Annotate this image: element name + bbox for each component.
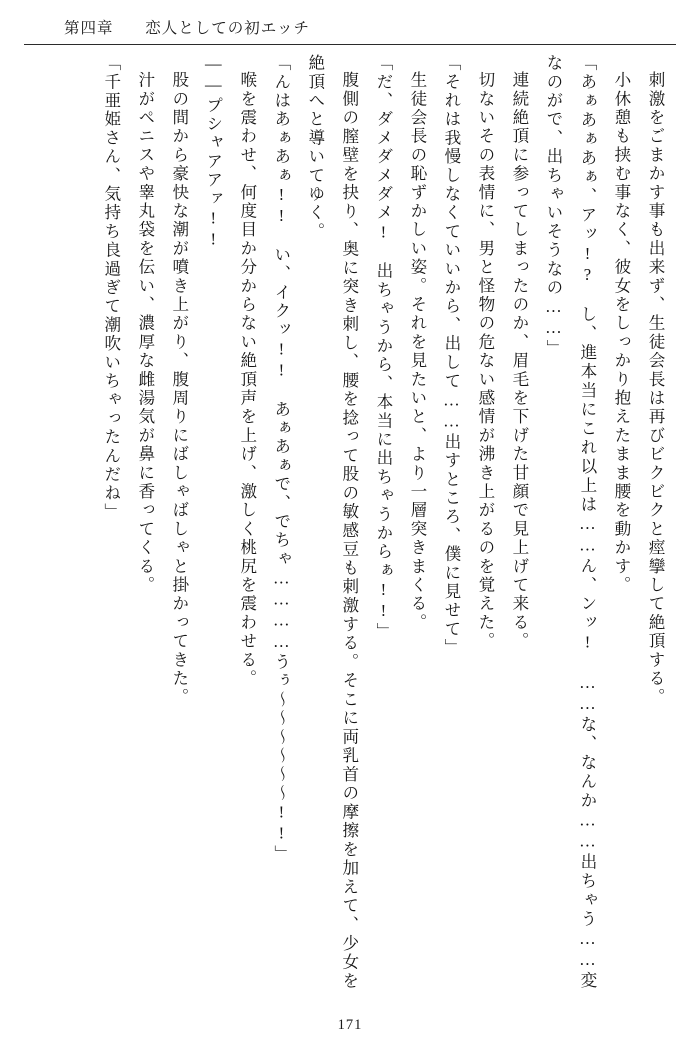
chapter-title: 恋人としての初エッチ <box>145 20 310 37</box>
body-paragraph: 切ないその表情に、男と怪物の危ない感情が沸き上がるのを覚えた。 <box>475 70 495 651</box>
chapter-heading <box>64 16 310 38</box>
body-paragraph: 刺激をごまかす事も出来ず、生徒会長は再びビクビクと痙攣して絶頂する。 <box>646 70 665 707</box>
body-paragraph: 生徒会長の恥ずかしい姿。それを見たいと、より一層突きまくる。 <box>407 70 427 632</box>
body-paragraph: 股の間から豪快な潮が噴き上がり、腹周りにばしゃばしゃと掛かってきた。 <box>169 70 189 707</box>
body-paragraph: 「だ、ダメダメダメ! 出ちゃうから、本当に出ちゃうからぁ!!」 <box>373 54 393 641</box>
body-paragraph: 「んはあぁあぁ!! い、イクッ!! あぁあぁで、でちゃ…………うぅ～～～～～～!!」 <box>271 54 291 864</box>
body-paragraph: 汁がペニスや睾丸袋を伝い、濃厚な雌湯気が鼻に香ってくる。 <box>135 70 155 595</box>
body-paragraph: 連続絶頂に参ってしまったのか、眉毛を下げた甘顔で見上げて来る。 <box>509 70 529 651</box>
header-divider <box>24 44 676 45</box>
body-paragraph: 「あぁあぁあぁ、アッ!? し、進本当にこれ以上は……ん、ンッ! ……な、なんか……出ちゃう……変なのがで、出ちゃいそうなの……」 <box>543 54 597 990</box>
chapter-label: 第四章 <box>64 20 114 37</box>
body-paragraph: 腹側の膣壁を抉り、奥に突き刺し、腰を捻って股の敏感豆も刺激する。そこに両乳首の摩擦を加えて、少女を絶頂へと導いてゆく。 <box>305 54 359 990</box>
body-paragraph: 「それは我慢しなくていいから、出して……出すところ、僕に見せて」 <box>441 54 461 658</box>
body-paragraph: ――プシャアアァ!! <box>203 54 223 251</box>
page-body <box>28 54 672 990</box>
vertical-text-column <box>28 54 672 990</box>
body-paragraph: 「千亜姫さん、気持ち良過ぎて潮吹いちゃったんだね」 <box>101 54 121 522</box>
page-number: 171 <box>337 1017 363 1033</box>
running-head <box>0 12 700 46</box>
body-paragraph: 小休憩も挟む事なく、彼女をしっかり抱えたまま腰を動かす。 <box>611 70 631 595</box>
body-paragraph: 喉を震わせ、何度目か分からない絶頂声を上げ、激しく桃尻を震わせる。 <box>237 70 257 688</box>
